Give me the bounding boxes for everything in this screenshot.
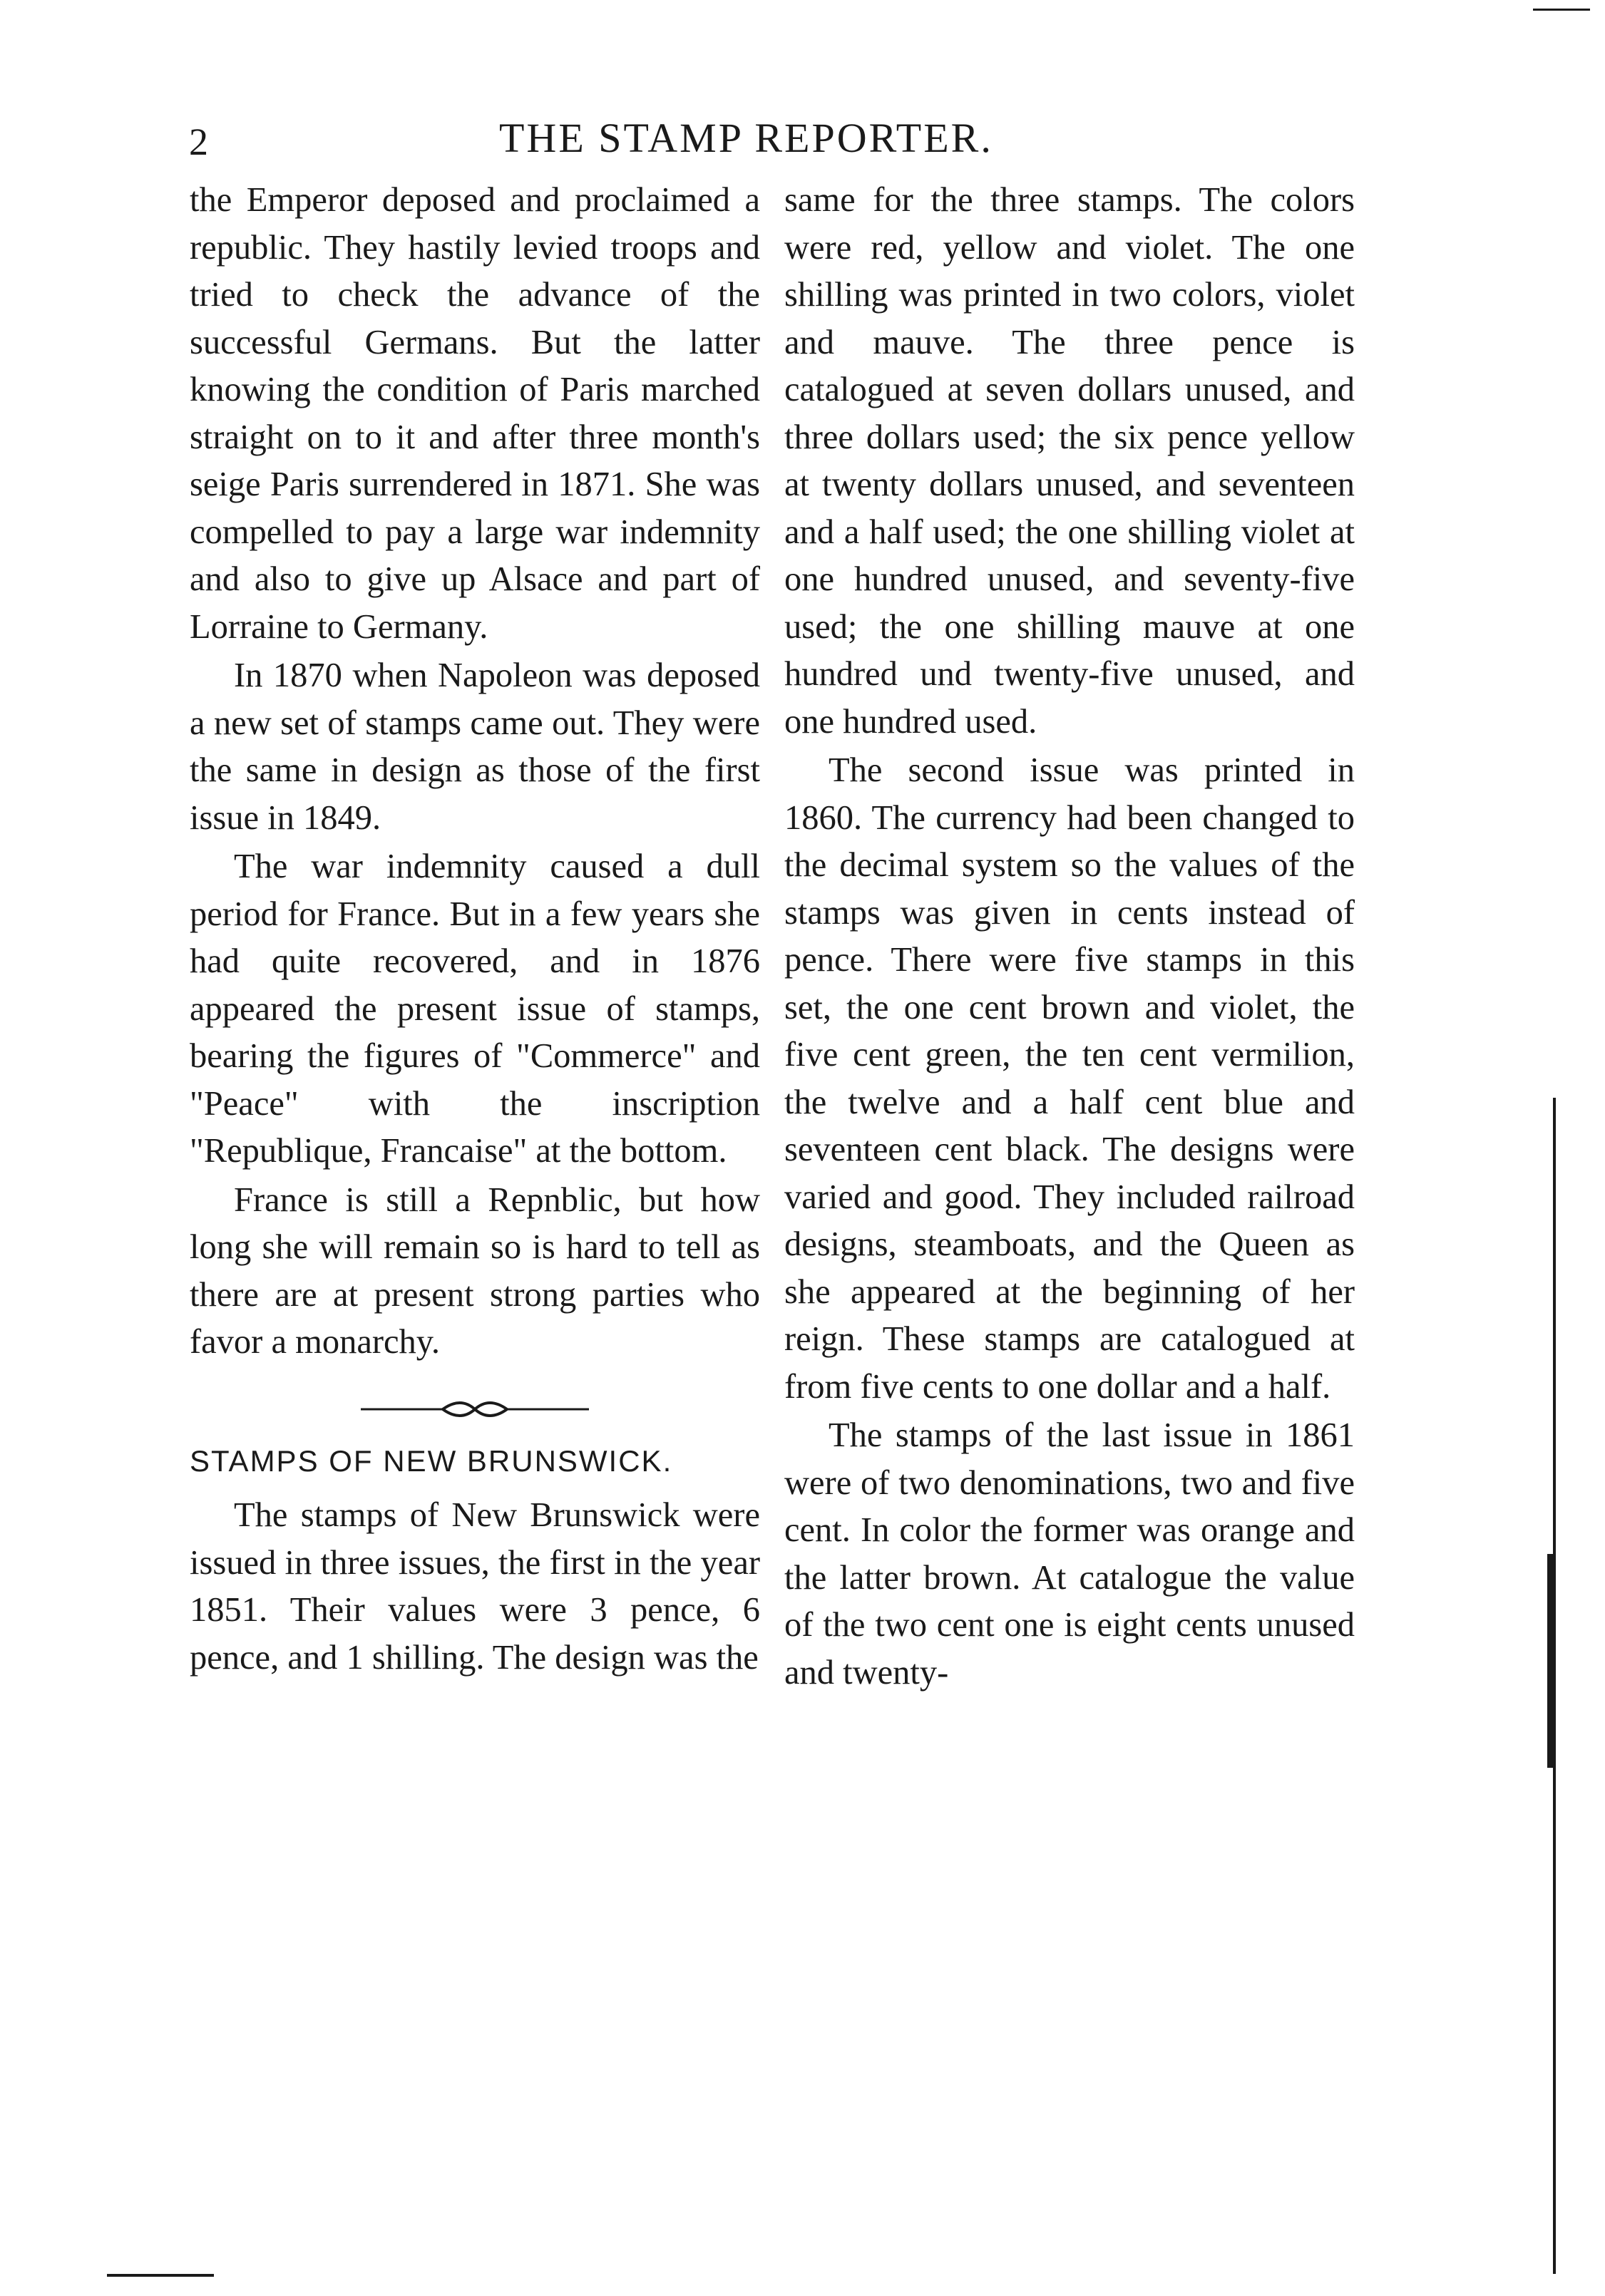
section-heading: STAMPS OF NEW BRUNSWICK. [190,1443,673,1478]
paragraph: The stamps of New Brunswick were issued in three issues, the first in the year 1851. Their values were 3 pence, 6 pence, and 1 shilling. The design was the [190,1496,760,1677]
right-column [784,177,1355,1698]
corner-rule [1533,9,1590,11]
paragraph: In 1870 when Napoleon was deposed a new set of stamps came out. They were the same in design as those of the first issue in 1849. [190,657,760,837]
left-column [190,177,760,1683]
bottom-rule [107,2274,214,2277]
ornamental-rule-icon [190,1395,760,1424]
page-number: 2 [189,120,208,163]
paragraph: the Emperor deposed and proclaimed a republic. They hastily levied troops and tried to check the advance of the successful Germans. But the latter knowing the condition of Paris marched straight on to it and after three month's seige Paris surrendered in 1871. She was compelled to pay a large war indemnity and also to give up Alsace and part of Lorraine to Germany. [190,181,760,646]
running-title: THE STAMP REPORTER. [499,115,993,161]
paragraph: same for the three stamps. The colors were red, yellow and violet. The one shilling was printed in two colors, violet and mauve. The three pence is catalogued at seven dollars unused, and three dollars used; the six pence yellow at twenty dollars unused, and seventeen and a half used; the one shilling violet at one hundred unused, and seventy-five used; the one shilling mauve at one hundred und twenty-five unused, and one hundred used. [784,181,1355,741]
binding-edge-mark [1547,1554,1554,1768]
paragraph: The second issue was printed in 1860. The currency had been changed to the decimal system so the values of the stamps was given in cents instead of pence. There were five stamps in this set, the one cent brown and violet, the five cent green, the ten cent vermilion, the twelve and a half cent blue and seventeen cent black. The designs were varied and good. They included railroad designs, steamboats, and the Queen as she appeared at the beginning of her reign. These stamps are catalogued at from five cents to one dollar and a half. [784,751,1355,1406]
paragraph: The war indemnity caused a dull period for France. But in a few years she had quite recovered, and in 1876 appeared the present issue of stamps, bearing the figures of "Commerce" and "Peace" with the inscription "Republique, Francaise" at the bottom. [190,848,760,1170]
paragraph: France is still a Repnblic, but how long she will remain so is hard to tell as there are at present strong parties who favor a monarchy. [190,1180,760,1361]
paragraph: The stamps of the last issue in 1861 were of two denominations, two and five cent. In color the former was orange and the latter brown. At catalogue the value of the two cent one is eight cents unused and twenty- [784,1416,1355,1692]
